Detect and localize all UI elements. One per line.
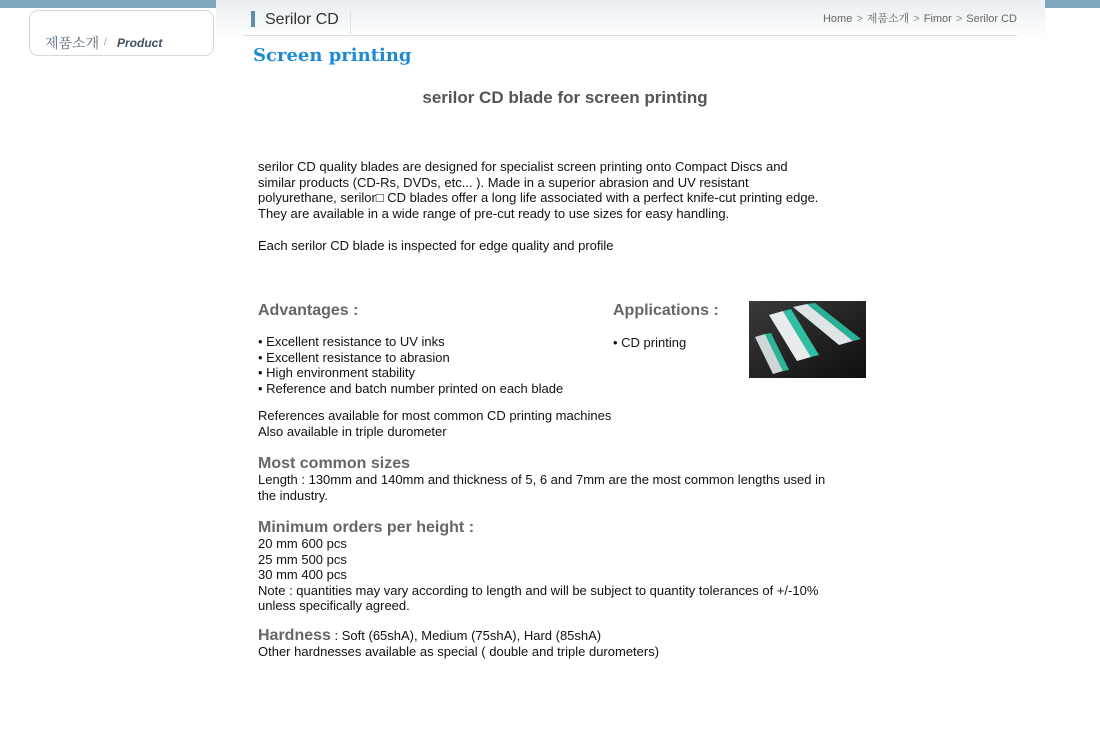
applications-heading: Applications :: [613, 302, 719, 319]
breadcrumb-home-link[interactable]: Home: [822, 13, 853, 25]
intro-paragraph: [258, 159, 818, 221]
sidebar-label-english: Product: [117, 36, 163, 50]
intro-line: polyurethane, serilor□ CD blades offer a long life associated with a perfect knife-cut printing edge.: [258, 190, 819, 205]
references-note: [258, 408, 611, 439]
references-line: References available for most common CD printing machines: [258, 408, 612, 423]
advantages-heading: Advantages :: [258, 302, 359, 319]
breadcrumb-products-link[interactable]: 제품소개: [866, 13, 910, 25]
list-item: • Excellent resistance to abrasion: [258, 349, 450, 365]
title-divider: [350, 10, 351, 34]
hardness-heading: Hardness: [258, 627, 331, 644]
order-line: Note : quantities may vary according to length and will be subject to quantity tolerances of +/-10%: [258, 582, 819, 598]
sidebar-separator: /: [104, 37, 107, 48]
product-heading: serilor CD blade for screen printing: [422, 88, 708, 107]
chevron-right-icon: >: [955, 13, 963, 25]
breadcrumb: [823, 10, 1017, 26]
header-rule: [243, 35, 1017, 36]
sizes-text: [258, 472, 825, 503]
intro-line: They are available in a wide range of pre-cut ready to use sizes for easy handling.: [258, 205, 730, 221]
sizes-line: Length : 130mm and 140mm and thickness of 5, 6 and 7mm are the most common lengths used in: [258, 472, 826, 487]
chevron-right-icon: >: [913, 13, 920, 25]
list-item: • Reference and batch number printed on each blade: [258, 380, 564, 396]
sizes-line: the industry.: [258, 487, 328, 503]
product-image: [749, 301, 866, 378]
orders-list: [258, 536, 818, 614]
references-line: Also available in triple durometer: [258, 423, 447, 439]
order-line: 25 mm 500 pcs: [258, 551, 347, 567]
sizes-heading: Most common sizes: [258, 455, 411, 472]
applications-list: [613, 335, 686, 351]
chevron-right-icon: >: [856, 13, 863, 25]
hardness-values: : Soft (65shA), Medium (75shA), Hard (85shA): [330, 628, 602, 643]
hardness-other: Other hardnesses available as special ( double and triple durometers): [258, 643, 660, 659]
order-line: 30 mm 400 pcs: [258, 567, 347, 582]
list-item: • High environment stability: [258, 365, 416, 380]
order-line: 20 mm 600 pcs: [258, 536, 347, 551]
list-item: • CD printing: [613, 335, 687, 350]
title-accent-bar: [251, 11, 255, 27]
orders-heading: Minimum orders per height :: [258, 519, 475, 536]
top-bar-left: [0, 0, 216, 8]
top-bar-right: [1045, 0, 1100, 8]
hardness-block: [258, 628, 659, 659]
hardness-line: [258, 628, 659, 644]
sidebar-category-box[interactable]: [29, 10, 214, 56]
breadcrumb-fimor-link[interactable]: Fimor: [923, 13, 952, 25]
list-item: • Excellent resistance to UV inks: [258, 334, 445, 349]
breadcrumb-current: Serilor CD: [966, 13, 1017, 25]
intro-line: similar products (CD-Rs, DVDs, etc... ). Made in a superior abrasion and UV resistant: [258, 174, 749, 190]
page-title: Serilor CD: [265, 11, 339, 28]
sidebar-label-korean: 제품소개: [45, 35, 100, 51]
advantages-list: [258, 334, 563, 396]
inspection-note: Each serilor CD blade is inspected for edge quality and profile: [258, 238, 614, 253]
order-line: unless specifically agreed.: [258, 598, 410, 613]
section-title: Screen printing: [253, 45, 412, 66]
intro-line: serilor CD quality blades are designed for specialist screen printing onto Compact Discs and: [258, 159, 788, 174]
